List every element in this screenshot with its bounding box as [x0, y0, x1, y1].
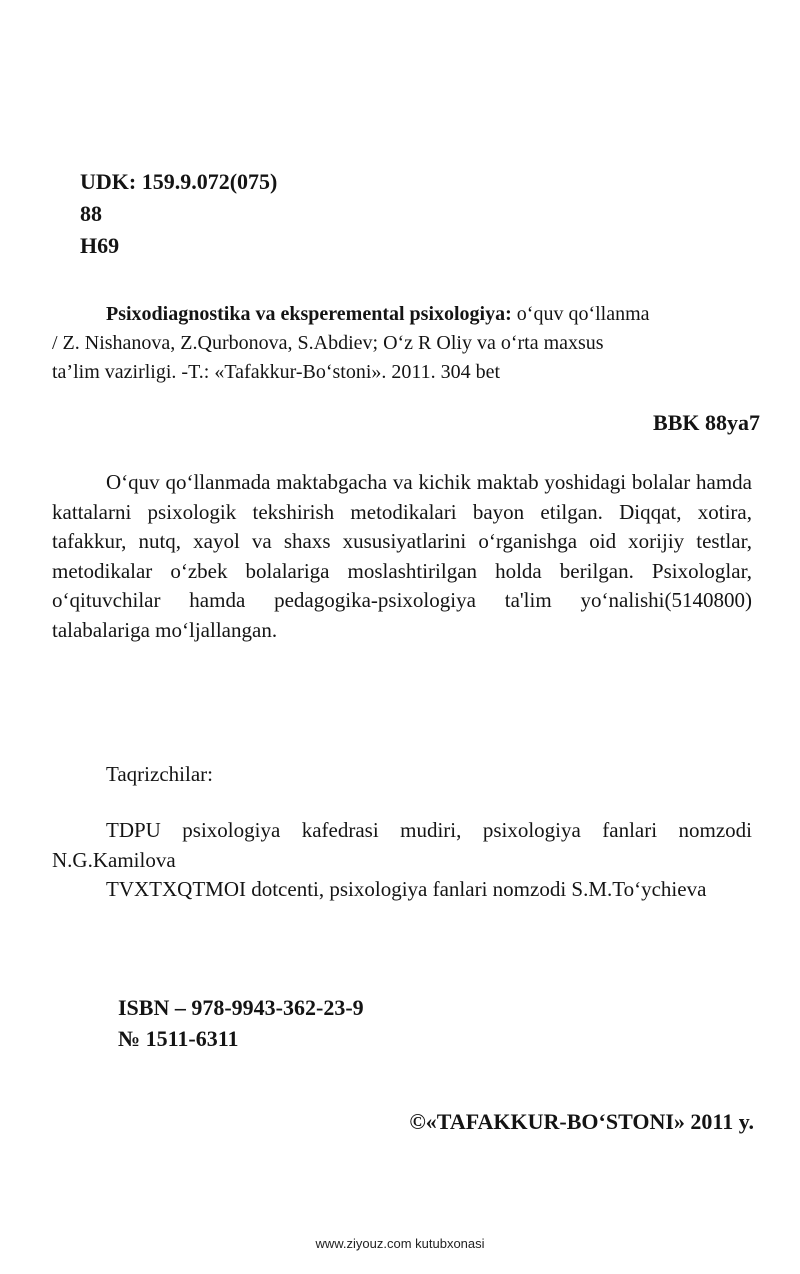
bibliographic-line-3: ta’lim vazirligi. -T.: «Tafakkur-Bo‘stoni». 2011. 304 bet: [52, 361, 501, 383]
reviewers-list: [52, 816, 752, 905]
bibliographic-line-2: / Z. Nishanova, Z.Qurbonova, S.Abdiev; O‘z R Oliy va o‘rta maxsus: [52, 332, 604, 354]
reviewer-item: TDPU psixologiya kafedrasi mudiri, psixologiya fanlari nomzodi N.G.Kamilova: [52, 818, 752, 872]
reviewers-heading: Taqrizchilar:: [106, 762, 213, 786]
bbk-code: BBK 88ya7: [653, 410, 760, 435]
udk-code: UDK: 159.9.072(075): [80, 169, 278, 194]
isbn-number: ISBN – 978-9943-362-23-9: [118, 995, 364, 1020]
isbn-block: [118, 992, 364, 1054]
reviewer-item: TVXTXQTMOI dotcenti, psixologiya fanlari nomzodi S.M.To‘ychieva: [106, 877, 707, 901]
author-mark: H69: [80, 233, 120, 258]
bibliographic-record: [52, 300, 758, 387]
class-code: 88: [80, 201, 102, 226]
book-title: Psixodiagnostika va eksperemental psixologiya:: [106, 303, 512, 325]
bibliographic-line-1: [52, 300, 758, 329]
book-type: o‘quv qo‘llanma: [511, 303, 650, 325]
abstract-paragraph: O‘quv qo‘llanmada maktabgacha va kichik maktab yoshidagi bolalar hamda kattalarni psixologik tekshirish metodikalari bayon etilgan. Diqqat, xotira, tafakkur, nutq, xayol va shaxs xususiyatlarini o‘rganishga oid xorijiy testlar, metodikalar o‘zbek bolalariga moslashtirilgan holda berilgan. Psixologlar, o‘qituvchilar hamda pedagogika-psixologiya ta'lim yo‘nalishi(5140800) talabalariga mo‘ljallangan.: [52, 470, 752, 642]
footer-watermark: www.ziyouz.com kutubxonasi: [315, 1236, 485, 1251]
classification-codes: [80, 166, 277, 262]
copyright-notice: ©«TAFAKKUR-BO‘STONI» 2011 y.: [409, 1109, 754, 1134]
registration-number: № 1511-6311: [118, 1026, 239, 1051]
